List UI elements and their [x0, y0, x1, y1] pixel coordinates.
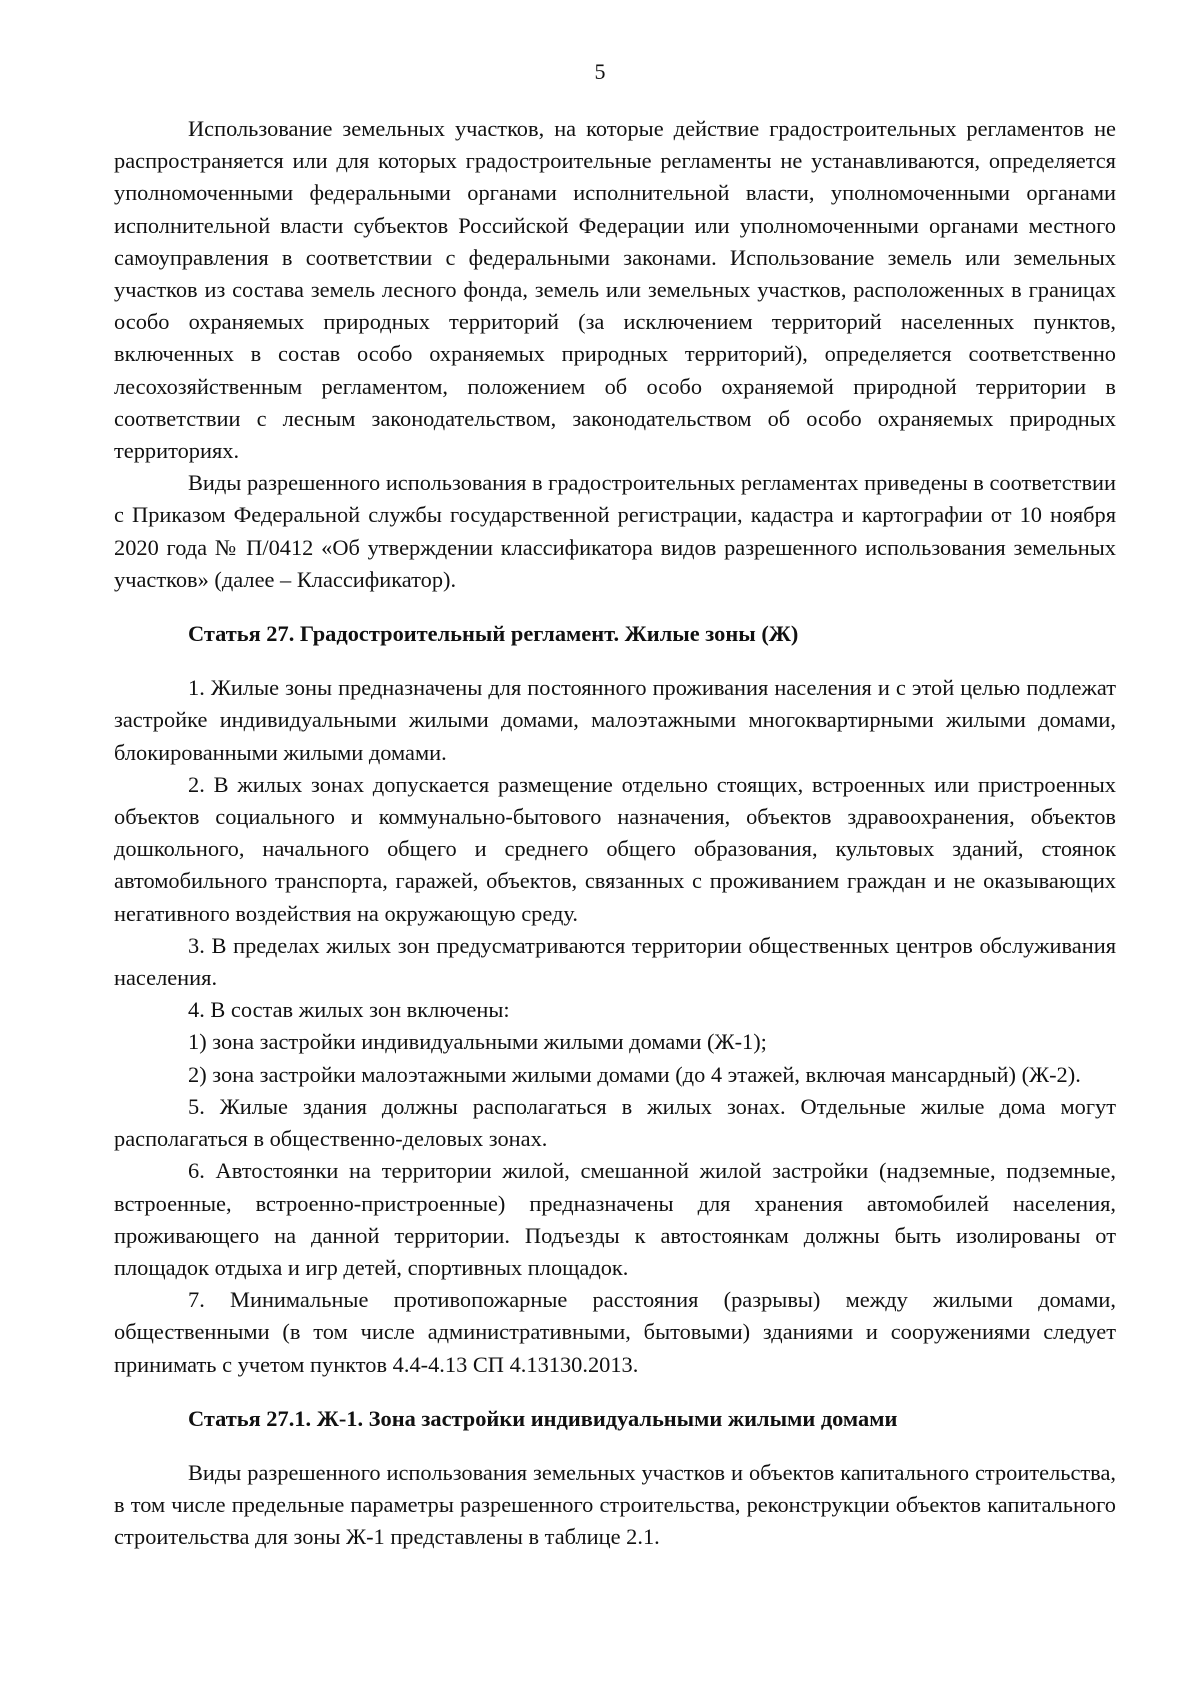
list-item: 2) зона застройки малоэтажными жилыми домами (до 4 этажей, включая мансардный) (Ж-2). [188, 1061, 1081, 1087]
list-item: 1) зона застройки индивидуальными жилыми домами (Ж-1); [188, 1029, 767, 1055]
article-27-1-heading: Статья 27.1. Ж-1. Зона застройки индивидуальными жилыми домами [188, 1405, 898, 1431]
spacer [114, 1435, 1116, 1457]
paragraph: 1. Жилые зоны предназначены для постоянного проживания населения и с этой целью подлежат застройке индивидуальными жилыми домами, малоэтажными многоквартирными жилыми домами, блокированными жилыми домами. [114, 675, 1116, 765]
paragraph: 3. В пределах жилых зон предусматриваются территории общественных центров обслуживания населения. [114, 932, 1116, 991]
paragraph: 4. В состав жилых зон включены: [188, 997, 510, 1023]
page-number: 5 [594, 59, 606, 84]
paragraph: Виды разрешенного использования в градостроительных регламентах приведены в соответствии с Приказом Федеральной службы государственной регистрации, кадастра и картографии от 10 ноября 2020 года № П/0412 «Об утверждении классификатора видов разрешенного использования земельных участков» (далее – Классификатор). [114, 470, 1116, 592]
article-27-heading: Статья 27. Градостроительный регламент. Жилые зоны (Ж) [188, 621, 799, 647]
paragraph: 6. Автостоянки на территории жилой, смешанной жилой застройки (надземные, подземные, встроенные, встроенно-пристроенные) предназначены для хранения автомобилей населения, проживающего на данной территории. Подъезды к автостоянкам должны быть изолированы от площадок отдыха и игр детей, спортивных площадок. [114, 1158, 1116, 1280]
paragraph: 5. Жилые здания должны располагаться в жилых зонах. Отдельные жилые дома могут располагаться в общественно-деловых зонах. [114, 1093, 1116, 1152]
paragraph: Использование земельных участков, на которые действие градостроительных регламентов не распространяется или для которых градостроительные регламенты не устанавливаются, определяется уполномоченными федеральными органами исполнительной власти, уполномоченными органами исполнительной власти субъектов Российской Федерации или уполномоченными органами местного самоуправления в соответствии с федеральными законами. Использование земель или земельных участков из состава земель лесного фонда, земель или земельных участков, расположенных в границах особо охраняемых природных территорий (за исключением территорий населенных пунктов, включенных в состав особо охраняемых природных территорий), определяется соответственно лесохозяйственным регламентом, положением об особо охраняемой природной территории в соответствии с лесным законодательством, законодательством об особо охраняемых природных территориях. [114, 116, 1116, 464]
paragraph: Виды разрешенного использования земельных участков и объектов капитального строительства, в том числе предельные параметры разрешенного строительства, реконструкции объектов капитального строительства для зоны Ж-1 представлены в таблице 2.1. [114, 1459, 1116, 1550]
spacer [114, 650, 1116, 672]
paragraph: 7. Минимальные противопожарные расстояния (разрывы) между жилыми домами, общественными (в том числе административными, бытовыми) зданиями и сооружениями следует принимать с учетом пунктов 4.4-4.13 СП 4.13130.2013. [114, 1287, 1116, 1377]
spacer [114, 1381, 1116, 1403]
spacer [114, 596, 1116, 618]
paragraph: 2. В жилых зонах допускается размещение отдельно стоящих, встроенных или пристроенных объектов социального и коммунально-бытового назначения, объектов здравоохранения, объектов дошкольного, начального общего и среднего общего образования, культовых зданий, стоянок автомобильного транспорта, гаражей, объектов, связанных с проживанием граждан и не оказывающих негативного воздействия на окружающую среду. [114, 771, 1116, 926]
document-body [114, 113, 1116, 1554]
